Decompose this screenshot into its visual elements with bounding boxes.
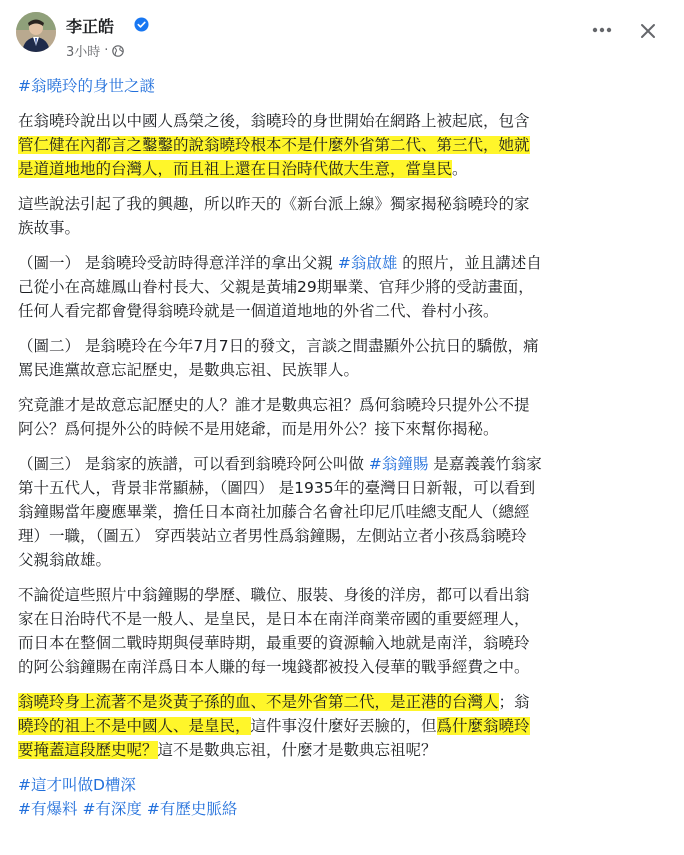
text: （圖三） 是翁家的族譜，可以看到翁曉玲阿公叫做 xyxy=(18,455,369,473)
close-button[interactable] xyxy=(636,19,660,43)
author-name[interactable]: 李正皓 xyxy=(66,17,115,36)
more-options-button[interactable] xyxy=(590,18,614,42)
p5-line-2: 阿公？爲何提外公的時候不是用姥爺，而是用外公？接下來幫你揭秘。 xyxy=(18,420,499,438)
p8-line-3 xyxy=(18,738,668,762)
hashtag-block xyxy=(18,773,668,821)
text: 的照片，並且講述自 xyxy=(397,254,542,272)
p8-line-2 xyxy=(18,714,668,738)
meta-separator: · xyxy=(104,43,109,58)
highlight: 管仁健在內都言之鑿鑿的說翁曉玲根本不是什麼外省第二代、第三代，她就 xyxy=(18,136,530,154)
globe-icon xyxy=(112,45,124,57)
paragraph-2 xyxy=(18,192,668,240)
text: ；翁 xyxy=(498,693,530,711)
verified-badge-icon xyxy=(134,17,149,32)
p3-line-3: 任何人看完都會覺得翁曉玲就是一個道道地地的外省二代、眷村小孩。 xyxy=(18,302,499,320)
p3-line-2: 己從小在高雄鳳山眷村長大、父親是黃埔29期畢業、官拜少將的受訪畫面， xyxy=(18,278,534,296)
p5-line-1: 究竟誰才是故意忘記歷史的人？誰才是數典忘祖？爲何翁曉玲只提外公不提 xyxy=(18,396,530,414)
p3-line-1 xyxy=(18,251,668,275)
p7-line-3: 而日本在整個二戰時期與侵華時期，最重要的資源輸入地就是南洋，翁曉玲 xyxy=(18,634,530,652)
hashtag-history[interactable]: #有歷史脈絡 xyxy=(146,800,238,818)
highlight: 爲什麼翁曉玲 xyxy=(436,717,530,735)
p6-line-1 xyxy=(18,452,668,476)
text: 這件事沒什麼好丟臉的，但 xyxy=(250,717,437,735)
avatar-image xyxy=(16,12,56,52)
paragraph-7 xyxy=(18,583,668,679)
highlight: 翁曉玲身上流著不是炎黃子孫的血、不是外省第二代，是正港的台灣人 xyxy=(18,693,499,711)
text: （圖一） 是翁曉玲受訪時得意洋洋的拿出父親 xyxy=(18,254,338,272)
p7-line-4: 的阿公翁鐘賜在南洋爲日本人賺的每一塊錢都被投入侵華的戰爭經費之中。 xyxy=(18,658,530,676)
post-meta xyxy=(66,41,124,60)
text-tail: 。 xyxy=(452,160,468,178)
post-time[interactable]: 3小時 xyxy=(66,45,101,60)
hashtag-scoop[interactable]: #有爆料 xyxy=(18,800,78,818)
close-icon xyxy=(640,23,656,39)
p1-line-1: 在翁曉玲說出以中國人爲榮之後，翁曉玲的身世開始在網路上被起底，包含 xyxy=(18,112,530,130)
highlight: 要掩蓋這段歷史呢？ xyxy=(18,741,158,759)
paragraph-8 xyxy=(18,690,668,762)
hashtag-title[interactable]: #翁曉玲的身世之謎 xyxy=(18,77,155,95)
hashtag-d-drive[interactable]: #這才叫做D槽深 xyxy=(18,776,136,794)
p6-line-4: 理）一職，（圖五） 穿西裝站立者男性爲翁鐘賜，左側站立者小孩爲翁曉玲 xyxy=(18,527,527,545)
text: 是嘉義義竹翁家 xyxy=(428,455,542,473)
avatar[interactable] xyxy=(16,12,56,52)
p1-line-2 xyxy=(18,133,668,157)
paragraph-4 xyxy=(18,334,668,382)
hashtag-weng-zhongci[interactable]: #翁鐘賜 xyxy=(368,455,429,473)
p7-line-1: 不論從這些照片中翁鐘賜的學歷、職位、服裝、身後的洋房，都可以看出翁 xyxy=(18,586,530,604)
p6-line-3: 翁鐘賜當年慶應畢業，擔任日本商社加藤合名會社印尼爪哇總支配人（總經 xyxy=(18,503,530,521)
p4-line-1: （圖二） 是翁曉玲在今年7月7日的發文，言談之間盡顯外公抗日的驕傲，痛 xyxy=(18,337,539,355)
hashtag-depth[interactable]: #有深度 xyxy=(82,800,142,818)
p2-line-2: 族故事。 xyxy=(18,219,81,237)
p1-line-3 xyxy=(18,157,668,181)
post-body xyxy=(18,74,668,821)
p4-line-2: 罵民進黨故意忘記歷史，是數典忘祖、民族罪人。 xyxy=(18,361,360,379)
p8-line-1 xyxy=(18,690,668,714)
paragraph-6 xyxy=(18,452,668,572)
p6-line-5: 父親翁啟雄。 xyxy=(18,551,112,569)
text: 這不是數典忘祖，什麼才是數典忘祖呢？ xyxy=(157,741,437,759)
paragraph-5 xyxy=(18,393,668,441)
paragraph-3 xyxy=(18,251,668,323)
hashtag-weng-qixiong[interactable]: #翁啟雄 xyxy=(337,254,398,272)
p6-line-2: 第十五代人，背景非常顯赫，（圖四） 是1935年的臺灣日日新報，可以看到 xyxy=(18,479,536,497)
post-header xyxy=(0,0,684,64)
highlight: 曉玲的祖上不是中國人、是皇民， xyxy=(18,717,251,735)
p7-line-2: 家在日治時代不是一般人、是皇民，是日本在南洋商業帝國的重要經理人， xyxy=(18,610,530,628)
p2-line-1: 這些說法引起了我的興趣，所以昨天的《新台派上線》獨家揭秘翁曉玲的家 xyxy=(18,195,530,213)
paragraph-1 xyxy=(18,109,668,181)
highlight: 是道道地地的台灣人，而且祖上還在日治時代做大生意，當皇民 xyxy=(18,160,453,178)
hashtag-row xyxy=(18,797,668,821)
more-options-icon xyxy=(592,27,612,33)
